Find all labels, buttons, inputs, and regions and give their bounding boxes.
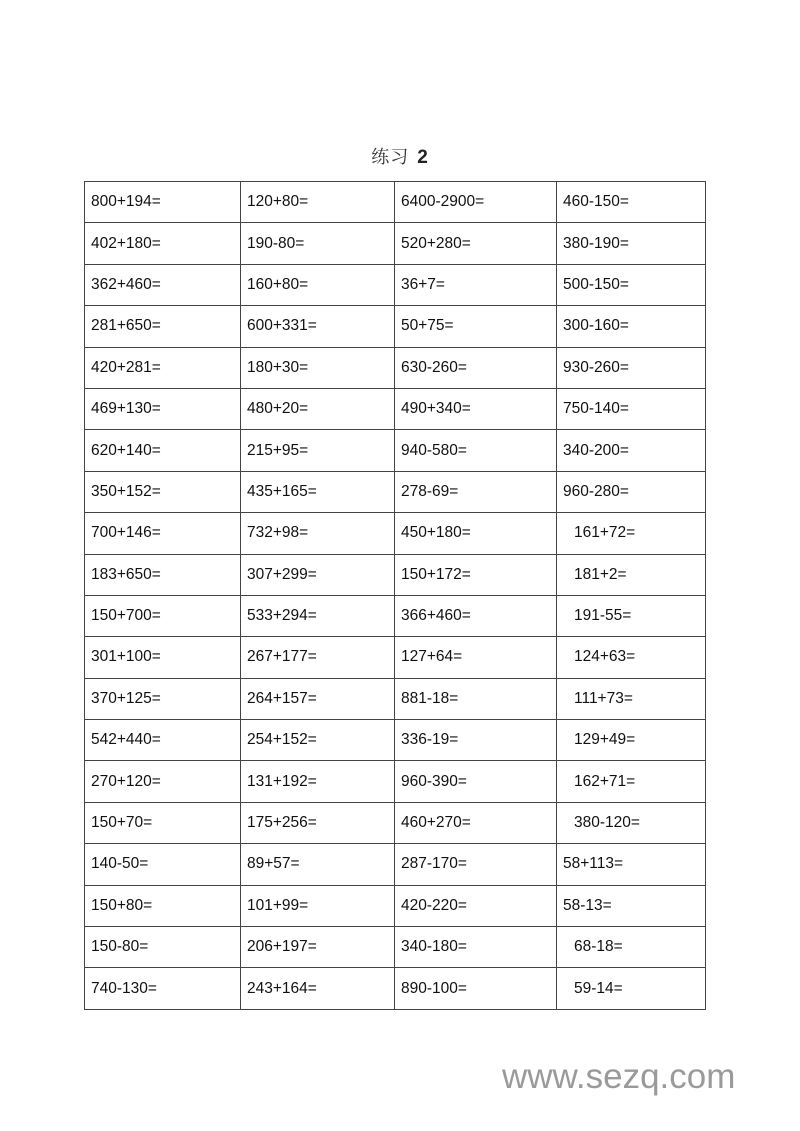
problem-cell: 420+281= xyxy=(85,347,241,388)
problem-cell: 960-280= xyxy=(557,471,706,512)
problem-cell: 120+80= xyxy=(241,182,395,223)
problem-cell: 700+146= xyxy=(85,513,241,554)
watermark: www.sezq.com xyxy=(502,1057,736,1096)
problem-cell: 490+340= xyxy=(395,388,557,429)
problem-cell: 960-390= xyxy=(395,761,557,802)
problem-cell: 435+165= xyxy=(241,471,395,512)
problem-cell: 800+194= xyxy=(85,182,241,223)
problem-cell: 162+71= xyxy=(557,761,706,802)
problem-cell: 127+64= xyxy=(395,637,557,678)
problem-cell: 336-19= xyxy=(395,720,557,761)
table-row xyxy=(85,595,706,636)
table-row xyxy=(85,927,706,968)
problem-cell: 533+294= xyxy=(241,595,395,636)
table-row xyxy=(85,554,706,595)
problem-cell: 124+63= xyxy=(557,637,706,678)
table-row xyxy=(85,678,706,719)
table-row xyxy=(85,637,706,678)
table-row xyxy=(85,844,706,885)
problem-cell: 542+440= xyxy=(85,720,241,761)
problem-cell: 380-190= xyxy=(557,223,706,264)
problem-cell: 150+700= xyxy=(85,595,241,636)
problem-cell: 150+70= xyxy=(85,802,241,843)
problem-cell: 881-18= xyxy=(395,678,557,719)
problem-cell: 254+152= xyxy=(241,720,395,761)
exercise-table-body xyxy=(85,182,706,1010)
problem-cell: 161+72= xyxy=(557,513,706,554)
problem-cell: 420-220= xyxy=(395,885,557,926)
problem-cell: 740-130= xyxy=(85,968,241,1009)
problem-cell: 460+270= xyxy=(395,802,557,843)
problem-cell: 191-55= xyxy=(557,595,706,636)
problem-cell: 270+120= xyxy=(85,761,241,802)
problem-cell: 366+460= xyxy=(395,595,557,636)
problem-cell: 930-260= xyxy=(557,347,706,388)
problem-cell: 150+172= xyxy=(395,554,557,595)
table-row xyxy=(85,885,706,926)
problem-cell: 150+80= xyxy=(85,885,241,926)
problem-cell: 58+113= xyxy=(557,844,706,885)
table-row xyxy=(85,306,706,347)
problem-cell: 362+460= xyxy=(85,264,241,305)
problem-cell: 36+7= xyxy=(395,264,557,305)
problem-cell: 370+125= xyxy=(85,678,241,719)
problem-cell: 600+331= xyxy=(241,306,395,347)
problem-cell: 206+197= xyxy=(241,927,395,968)
problem-cell: 160+80= xyxy=(241,264,395,305)
problem-cell: 620+140= xyxy=(85,430,241,471)
table-row xyxy=(85,471,706,512)
problem-cell: 732+98= xyxy=(241,513,395,554)
problem-cell: 183+650= xyxy=(85,554,241,595)
problem-cell: 190-80= xyxy=(241,223,395,264)
page-title xyxy=(0,143,800,169)
problem-cell: 340-200= xyxy=(557,430,706,471)
problem-cell: 131+192= xyxy=(241,761,395,802)
problem-cell: 129+49= xyxy=(557,720,706,761)
problem-cell: 150-80= xyxy=(85,927,241,968)
table-row xyxy=(85,720,706,761)
problem-cell: 940-580= xyxy=(395,430,557,471)
problem-cell: 469+130= xyxy=(85,388,241,429)
problem-cell: 140-50= xyxy=(85,844,241,885)
problem-cell: 890-100= xyxy=(395,968,557,1009)
problem-cell: 750-140= xyxy=(557,388,706,429)
table-row xyxy=(85,264,706,305)
problem-cell: 101+99= xyxy=(241,885,395,926)
table-row xyxy=(85,430,706,471)
problem-cell: 89+57= xyxy=(241,844,395,885)
problem-cell: 287-170= xyxy=(395,844,557,885)
problem-cell: 402+180= xyxy=(85,223,241,264)
problem-cell: 301+100= xyxy=(85,637,241,678)
problem-cell: 59-14= xyxy=(557,968,706,1009)
problem-cell: 58-13= xyxy=(557,885,706,926)
problem-cell: 180+30= xyxy=(241,347,395,388)
problem-cell: 460-150= xyxy=(557,182,706,223)
table-row xyxy=(85,388,706,429)
problem-cell: 215+95= xyxy=(241,430,395,471)
problem-cell: 480+20= xyxy=(241,388,395,429)
problem-cell: 500-150= xyxy=(557,264,706,305)
problem-cell: 307+299= xyxy=(241,554,395,595)
problem-cell: 281+650= xyxy=(85,306,241,347)
problem-cell: 68-18= xyxy=(557,927,706,968)
table-row xyxy=(85,968,706,1009)
table-row xyxy=(85,761,706,802)
table-row xyxy=(85,347,706,388)
title-number: 2 xyxy=(417,147,429,168)
table-row xyxy=(85,223,706,264)
problem-cell: 300-160= xyxy=(557,306,706,347)
exercise-table xyxy=(84,181,706,1010)
problem-cell: 630-260= xyxy=(395,347,557,388)
problem-cell: 243+164= xyxy=(241,968,395,1009)
problem-cell: 267+177= xyxy=(241,637,395,678)
problem-cell: 175+256= xyxy=(241,802,395,843)
problem-cell: 50+75= xyxy=(395,306,557,347)
problem-cell: 278-69= xyxy=(395,471,557,512)
table-row xyxy=(85,182,706,223)
title-label: 练习 xyxy=(371,147,410,168)
table-row xyxy=(85,513,706,554)
table-row xyxy=(85,802,706,843)
problem-cell: 6400-2900= xyxy=(395,182,557,223)
problem-cell: 340-180= xyxy=(395,927,557,968)
problem-cell: 264+157= xyxy=(241,678,395,719)
problem-cell: 380-120= xyxy=(557,802,706,843)
problem-cell: 350+152= xyxy=(85,471,241,512)
problem-cell: 520+280= xyxy=(395,223,557,264)
problem-cell: 111+73= xyxy=(557,678,706,719)
problem-cell: 181+2= xyxy=(557,554,706,595)
problem-cell: 450+180= xyxy=(395,513,557,554)
